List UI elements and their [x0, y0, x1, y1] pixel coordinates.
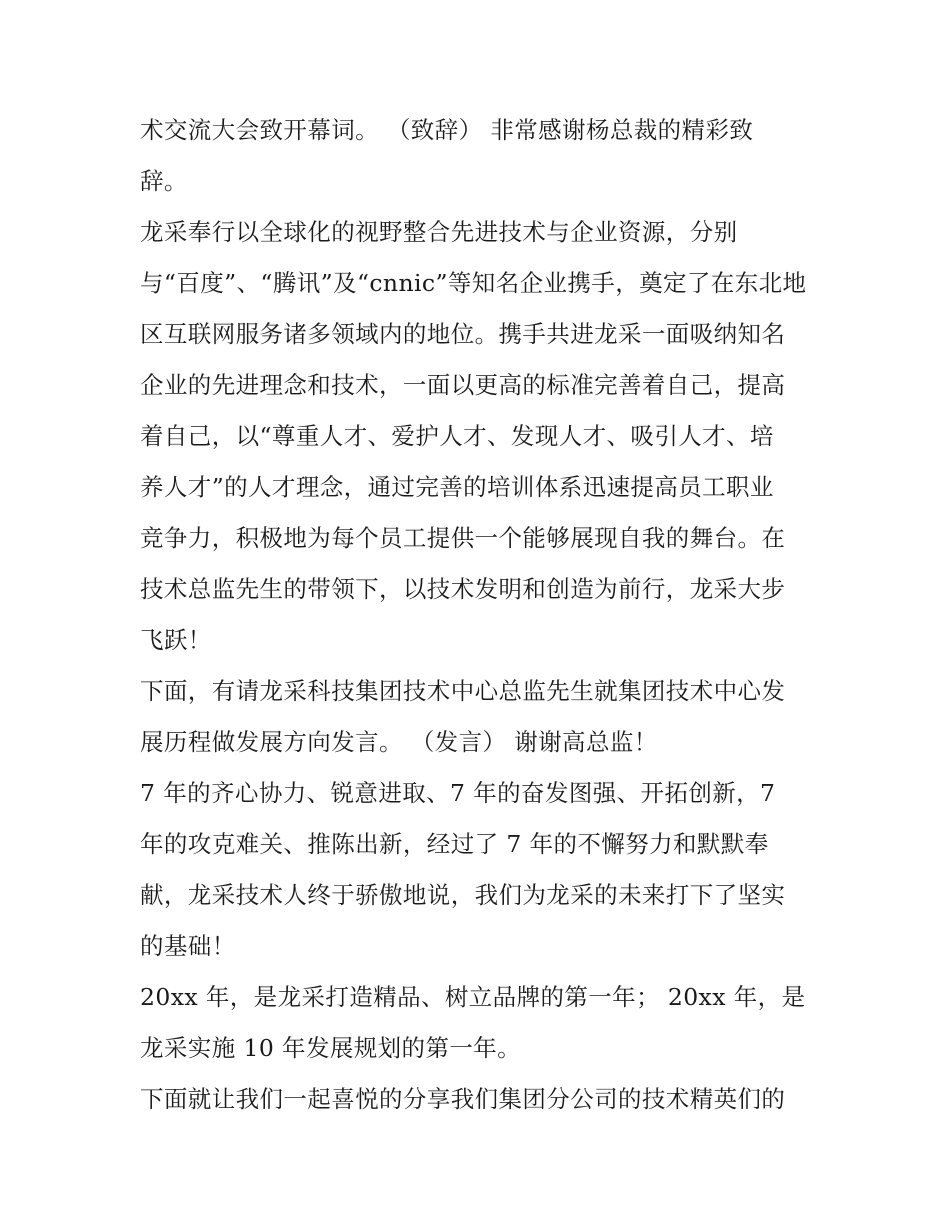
text-line: 展历程做发展方向发言。 （发言） 谢谢高总监！	[140, 728, 658, 756]
text-line: 区互联网服务诸多领域内的地位。携手共进龙采一面吸纳知名	[140, 320, 786, 348]
text-line: 竞争力，积极地为每个员工提供一个能够展现自我的舞台。在	[140, 524, 786, 552]
text-line: 与“百度”、“腾讯”及“cnnic”等知名企业携手，奠定了在东北地	[140, 269, 807, 297]
text-line: 7 年的齐心协力、锐意进取、7 年的奋发图强、开拓创新，7	[140, 779, 776, 807]
text-line: 献，龙采技术人终于骄傲地说，我们为龙采的未来打下了坚实	[140, 881, 786, 909]
text-line: 20xx 年，是龙采打造精品、树立品牌的第一年； 20xx 年，是	[140, 983, 806, 1011]
text-line: 企业的先进理念和技术，一面以更高的标准完善着自己，提高	[140, 371, 786, 399]
text-line: 技术总监先生的带领下，以技术发明和创造为前行，龙采大步	[140, 575, 786, 603]
text-line: 术交流大会致开幕词。 （致辞） 非常感谢杨总裁的精彩致	[140, 116, 754, 144]
text-line: 下面，有请龙采科技集团技术中心总监先生就集团技术中心发	[140, 677, 786, 705]
text-line: 辞。	[140, 167, 188, 195]
text-line: 飞跃！	[140, 626, 212, 654]
text-line: 年的攻克难关、推陈出新，经过了 7 年的不懈努力和默默奉	[140, 830, 769, 858]
text-line: 龙采实施 10 年发展规划的第一年。	[140, 1034, 522, 1062]
text-line: 下面就让我们一起喜悦的分享我们集团分公司的技术精英们的	[140, 1085, 786, 1113]
text-line: 的基础！	[140, 932, 236, 960]
text-line: 龙采奉行以全球化的视野整合先进技术与企业资源，分别	[140, 218, 738, 246]
text-line: 着自己，以“尊重人才、爱护人才、发现人才、吸引人才、培	[140, 422, 774, 450]
text-line: 养人才”的人才理念，通过完善的培训体系迅速提高员工职业	[140, 473, 774, 501]
